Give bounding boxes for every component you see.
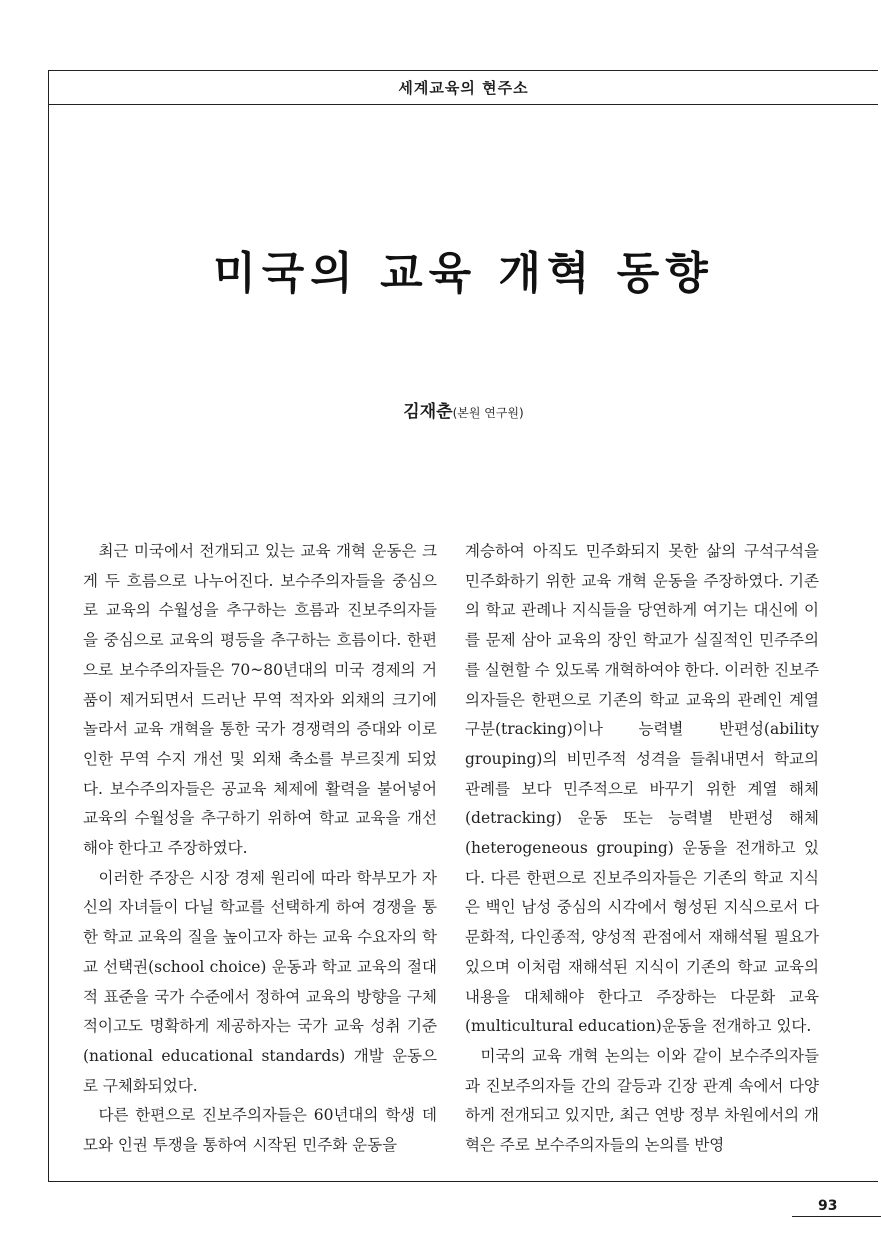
section-title: 세계교육의 현주소 (398, 79, 529, 97)
paragraph: 이러한 주장은 시장 경제 원리에 따라 학부모가 자신의 자녀들이 다닐 학교를 선택하게 하여 경쟁을 통한 학교 교육의 질을 높이고자 하는 교육 수요자의 학교 선택권(school choice) 운동과 학교 교육의 절대적 표준을 국가 수준에서 정하여 교육의 방향을 구체적이고도 명확하게 제공하자는 국가 교육 성취 기준(national educational standards) 개발 운동으로 구체화되었다. (83, 868, 437, 1095)
section-header (49, 71, 878, 105)
author-affiliation: (본원 연구원) (452, 406, 524, 420)
author-name: 김재춘 (403, 402, 453, 422)
paragraph: 계승하여 아직도 민주화되지 못한 삶의 구석구석을 민주화하기 위한 교육 개혁 운동을 주장하였다. 기존의 학교 관례나 지식들을 당연하게 여기는 대신에 이를 문제 삼아 교육의 장인 학교가 실질적인 민주주의를 실현할 수 있도록 개혁하여야 한다. 이러한 진보주의자들은 한편으로 기존의 학교 교육의 관례인 계열 구분(tracking)이나 능력별 반편성(ability grouping)의 비민주적 성격을 들춰내면서 학교의 관례를 보다 민주적으로 바꾸기 위한 계열 해체(detracking) 운동 또는 능력별 반편성 해체(heterogeneous grouping) 운동을 전개하고 있다. 다른 한편으로 진보주의자들은 기존의 학교 지식은 백인 남성 중심의 시각에서 형성된 지식으로서 다문화적, 다인종적, 양성적 관점에서 재해석될 필요가 있으며 이처럼 재해석된 지식이 기존의 학교 교육의 내용을 대체해야 한다고 주장하는 다문화 교육(multicultural education)운동을 전개하고 있다. (465, 542, 819, 1036)
left-column (83, 537, 437, 1161)
page-number-rule (792, 1216, 881, 1217)
paragraph: 다른 한편으로 진보주의자들은 60년대의 학생 데모와 인권 투쟁을 통하여 시작된 민주화 운동을 (83, 1106, 437, 1155)
paragraph: 미국의 교육 개혁 논의는 이와 같이 보수주의자들과 진보주의자들 간의 갈등과 긴장 관계 속에서 다양하게 전개되고 있지만, 최근 연방 정부 차원에서의 개혁은 주로 보수주의자들의 논의를 반영 (465, 1046, 819, 1155)
right-column (465, 537, 819, 1161)
article-title: 미국의 교육 개혁 동향 (213, 248, 714, 299)
paragraph: 최근 미국에서 전개되고 있는 교육 개혁 운동은 크게 두 흐름으로 나누어진다. 보수주의자들을 중심으로 교육의 수월성을 추구하는 흐름과 진보주의자들을 중심으로 교육의 평등을 추구하는 흐름이다. 한편으로 보수주의자들은 70~80년대의 미국 경제의 거품이 제거되면서 드러난 무역 적자와 외채의 크기에 놀라서 교육 개혁을 통한 국가 경쟁력의 증대와 이로 인한 무역 수지 개선 및 외채 축소를 부르짖게 되었다. 보수주의자들은 공교육 체제에 활력을 불어넣어 교육의 수월성을 추구하기 위하여 학교 교육을 개선해야 한다고 주장하였다. (83, 542, 437, 858)
byline (49, 397, 878, 422)
page-frame (48, 70, 878, 1182)
page-number: 93 (818, 1198, 838, 1214)
